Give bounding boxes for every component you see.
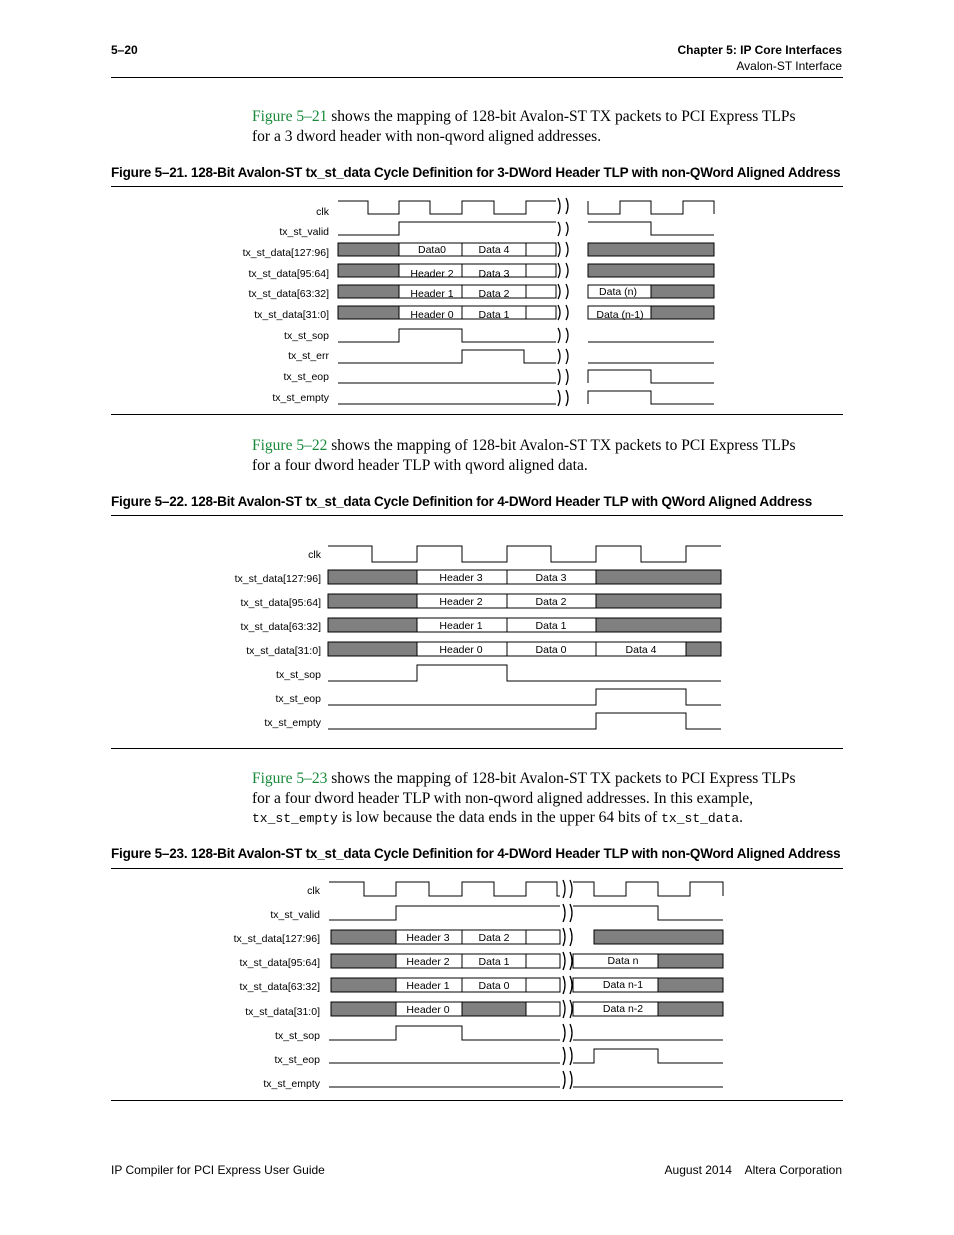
signal-label-data-95-64: tx_st_data[95:64] — [248, 268, 329, 280]
signal-label-tx-st-valid: tx_st_valid — [270, 909, 320, 921]
valid-waveform — [338, 222, 714, 235]
signal-label-tx-st-err: tx_st_err — [288, 350, 329, 362]
signal-label-tx-st-sop: tx_st_sop — [275, 1030, 320, 1042]
code-tx-st-empty: tx_st_empty — [252, 811, 338, 826]
para3-end: . — [739, 809, 743, 826]
chapter-title: Chapter 5: IP Core Interfaces — [677, 43, 842, 57]
signal-label-clk: clk — [308, 549, 321, 561]
paragraph-3 — [252, 769, 847, 829]
signal-label-data-31-0: tx_st_data[31:0] — [254, 309, 329, 321]
time-break-marks — [558, 198, 568, 406]
signal-label-tx-st-eop: tx_st_eop — [275, 693, 321, 705]
figure-21-top-rule — [111, 186, 843, 187]
para2-line1: shows the mapping of 128-bit Avalon-ST TX packets to PCI Express TLPs — [327, 437, 796, 454]
empty-waveform — [338, 391, 714, 404]
signal-label-data-127-96: tx_st_data[127:96] — [242, 247, 329, 259]
data-label: Data n — [607, 955, 639, 967]
signal-label-data-95-64: tx_st_data[95:64] — [240, 597, 321, 609]
data-label: Header 2 — [406, 956, 450, 968]
data-label: Data 3 — [535, 572, 567, 584]
data-label: Data 2 — [478, 932, 510, 944]
signal-label-tx-st-sop: tx_st_sop — [284, 330, 329, 342]
page-number: 5–20 — [111, 43, 138, 57]
data-label: Data 1 — [535, 620, 567, 632]
sop-waveform — [328, 665, 721, 681]
signal-label-clk: clk — [307, 885, 320, 897]
figure-5-23-title: Figure 5–23. 128-Bit Avalon-ST tx_st_data Cycle Definition for 4-DWord Header TLP with non-QWord Aligned Address — [111, 846, 841, 861]
data-label: Data (n) — [599, 286, 637, 298]
signal-label-tx-st-empty: tx_st_empty — [264, 717, 321, 729]
figure-5-22-title: Figure 5–22. 128-Bit Avalon-ST tx_st_data Cycle Definition for 4-DWord Header TLP with QWord Aligned Address — [111, 494, 813, 509]
data-label: Data (n-1) — [596, 309, 644, 321]
sop-waveform — [329, 1026, 723, 1040]
signal-label-data-31-0: tx_st_data[31:0] — [246, 645, 321, 657]
para1-line2: for a 3 dword header with non-qword aligned addresses. — [252, 127, 602, 145]
figure-5-22-timing-diagram — [0, 535, 954, 740]
figure-23-top-rule — [111, 868, 843, 869]
figure-23-bottom-rule — [111, 1100, 843, 1101]
signal-label-data-95-64: tx_st_data[95:64] — [239, 957, 320, 969]
data-label: Data 4 — [478, 244, 510, 256]
para1-line1: shows the mapping of 128-bit Avalon-ST TX packets to PCI Express TLPs — [327, 108, 796, 125]
para3-line1: shows the mapping of 128-bit Avalon-ST TX packets to PCI Express TLPs — [327, 770, 796, 787]
figure-5-21-title: Figure 5–21. 128-Bit Avalon-ST tx_st_data Cycle Definition for 3-DWord Header TLP with non-QWord Aligned Address — [111, 165, 841, 180]
data-label: Header 3 — [406, 932, 450, 944]
time-break-marks — [563, 880, 572, 1089]
data-label: Data 1 — [478, 956, 510, 968]
data-label: Header 1 — [406, 980, 450, 992]
figure-22-bottom-rule — [111, 748, 843, 749]
section-title: Avalon-ST Interface — [736, 59, 842, 73]
data-label: Data 4 — [625, 644, 657, 656]
signal-label-data-31-0: tx_st_data[31:0] — [245, 1006, 320, 1018]
data-label: Header 0 — [406, 1004, 450, 1016]
para3-line3: is low because the data ends in the upper 64 bits of — [337, 809, 662, 826]
data-label: Data0 — [417, 244, 447, 256]
data-label: Data n-2 — [602, 1003, 644, 1015]
para2-line2: for a four dword header TLP with qword aligned data. — [252, 456, 588, 474]
clk-waveform — [329, 882, 723, 896]
figure-5-21-timing-diagram — [0, 190, 954, 415]
clk-waveform — [328, 546, 721, 562]
empty-waveform — [328, 713, 721, 729]
sop-waveform — [338, 329, 714, 342]
paragraph-1 — [252, 107, 847, 146]
data-label: Data 3 — [478, 268, 510, 280]
signal-label-tx-st-empty: tx_st_empty — [272, 392, 329, 404]
figure-5-23-timing-diagram — [0, 872, 954, 1097]
footer-guide-title: IP Compiler for PCI Express User Guide — [111, 1163, 325, 1177]
data-label: Header 2 — [439, 596, 483, 608]
figure-22-top-rule — [111, 515, 843, 516]
eop-waveform — [338, 370, 714, 383]
data-label: Data n-1 — [602, 979, 644, 991]
data-label: Data 2 — [478, 288, 510, 300]
signal-label-data-127-96: tx_st_data[127:96] — [234, 573, 321, 585]
para3-line2: for a four dword header TLP with non-qword aligned addresses. In this example, — [252, 789, 754, 807]
signal-label-data-63-32: tx_st_data[63:32] — [240, 621, 321, 633]
data-label: Data 0 — [478, 980, 510, 992]
figure-21-bottom-rule — [111, 414, 843, 415]
paragraph-2 — [252, 436, 847, 475]
eop-waveform — [328, 689, 721, 705]
code-tx-st-data: tx_st_data — [661, 811, 740, 826]
data-label: Data 2 — [535, 596, 567, 608]
eop-waveform — [329, 1049, 723, 1063]
data-label: Header 1 — [410, 288, 454, 300]
data-label: Header 0 — [439, 644, 483, 656]
data-label: Data 1 — [478, 309, 510, 321]
footer-date-company: August 2014 Altera Corporation — [664, 1163, 842, 1177]
data-label: Header 3 — [439, 572, 483, 584]
err-waveform — [338, 350, 714, 363]
signal-label-data-63-32: tx_st_data[63:32] — [248, 288, 329, 300]
data-label: Data 0 — [535, 644, 567, 656]
valid-waveform — [329, 906, 723, 920]
header-rule — [111, 77, 843, 78]
data-label: Header 2 — [410, 268, 454, 280]
signal-label-tx-st-eop: tx_st_eop — [283, 371, 329, 383]
signal-label-data-127-96: tx_st_data[127:96] — [233, 933, 320, 945]
signal-label-tx-st-sop: tx_st_sop — [276, 669, 321, 681]
figure-5-22-link[interactable]: Figure 5–22 — [252, 437, 328, 454]
data-label: Header 1 — [439, 620, 483, 632]
clk-waveform — [338, 201, 714, 214]
signal-label-tx-st-empty: tx_st_empty — [263, 1078, 320, 1090]
bus-idle — [338, 243, 399, 256]
signal-label-tx-st-valid: tx_st_valid — [279, 226, 329, 238]
signal-label-tx-st-eop: tx_st_eop — [274, 1054, 320, 1066]
data-label: Header 0 — [410, 309, 454, 321]
signal-label-clk: clk — [316, 206, 329, 218]
figure-5-21-link[interactable]: Figure 5–21 — [252, 108, 328, 125]
signal-label-data-63-32: tx_st_data[63:32] — [239, 981, 320, 993]
figure-5-23-link[interactable]: Figure 5–23 — [252, 770, 328, 787]
